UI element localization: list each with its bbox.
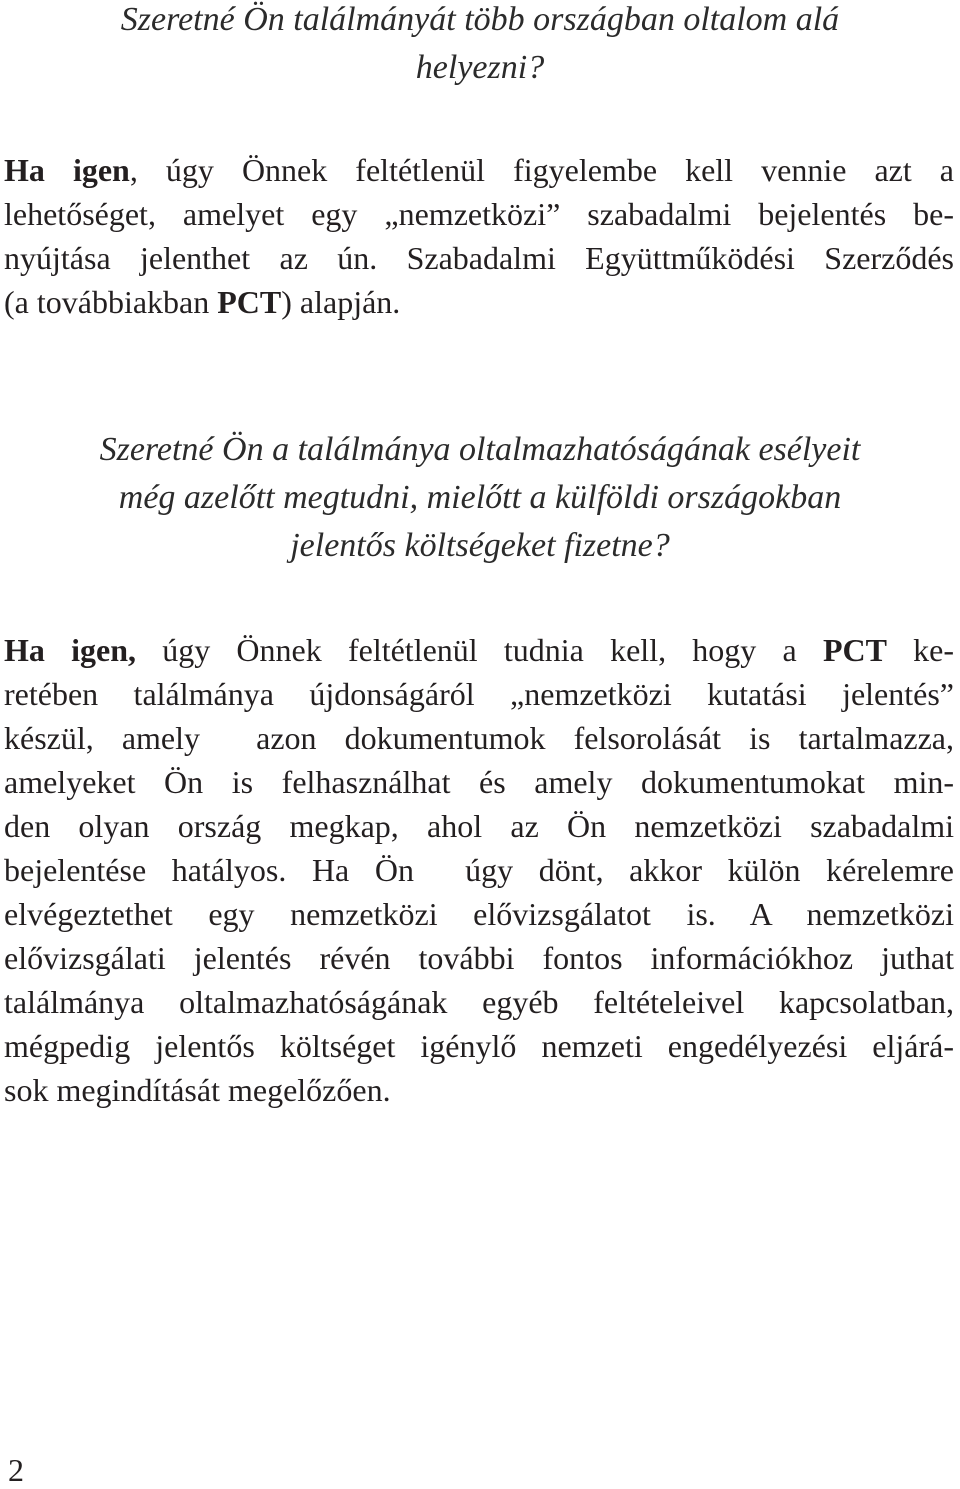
text-line <box>0 804 960 848</box>
text-segment: (a továbbiakban <box>4 284 218 320</box>
heading-line: jelentős költségeket fizetne? <box>290 527 670 564</box>
text-segment: den olyan ország megkap, ahol az Ön nemzetközi szabadalmi <box>4 808 954 844</box>
text-segment: bejelentése hatályos. Ha Ön úgy dönt, akkor külön kérelemre <box>4 852 954 888</box>
text-line <box>0 148 960 192</box>
bold-text: PCT <box>822 632 887 668</box>
text-line <box>0 936 960 980</box>
text-line <box>0 848 960 892</box>
text-line <box>0 980 960 1024</box>
text-segment: amelyeket Ön is felhasználhat és amely dokumentumokat min- <box>4 764 954 800</box>
heading-line: Szeretné Ön találmányát több országban oltalom alá <box>120 1 840 38</box>
text-segment: készül, amely azon dokumentumok felsorolását is tartalmazza, <box>4 720 954 756</box>
text-segment: ke- <box>886 632 955 668</box>
text-segment: mégpedig jelentős költséget igénylő nemzeti engedélyezési eljárá- <box>4 1028 954 1064</box>
text-line <box>0 628 960 672</box>
heading-2 <box>0 426 960 570</box>
page-number: 2 <box>8 1452 24 1488</box>
paragraph-2 <box>0 628 960 1112</box>
bold-text: PCT <box>217 284 282 320</box>
heading-line: még azelőtt megtudni, mielőtt a külföldi országokban <box>118 479 842 516</box>
heading-line: helyezni? <box>415 49 545 86</box>
text-line <box>0 236 960 280</box>
text-segment: nyújtása jelenthet az ún. Szabadalmi Együttműködési Szerződés <box>4 240 954 276</box>
text-line <box>0 716 960 760</box>
bold-text: Ha igen, <box>4 632 136 668</box>
bold-text: Ha igen <box>4 152 130 188</box>
text-line <box>0 192 960 236</box>
text-line <box>0 760 960 804</box>
text-segment: , úgy Önnek feltétlenül figyelembe kell vennie azt a <box>129 152 955 188</box>
text-segment: lehetőséget, amelyet egy „nemzetközi” szabadalmi bejelentés be- <box>4 196 954 232</box>
text-segment: találmánya oltalmazhatóságának egyéb feltételeivel kapcsolatban, <box>4 984 954 1020</box>
text-segment: sok megindítását megelőzően. <box>4 1072 391 1108</box>
text-line <box>0 280 960 324</box>
heading-line: Szeretné Ön a találmánya oltalmazhatóságának esélyeit <box>99 431 861 468</box>
text-line <box>0 1068 960 1112</box>
text-segment: elővizsgálati jelentés révén további fontos információkhoz juthat <box>4 940 954 976</box>
paragraph-1 <box>0 148 960 324</box>
text-segment: ) alapján. <box>281 284 401 320</box>
text-segment: retében találmánya újdonságáról „nemzetközi kutatási jelentés” <box>4 676 954 712</box>
text-segment: úgy Önnek feltétlenül tudnia kell, hogy a <box>136 632 823 668</box>
text-segment: elvégeztethet egy nemzetközi elővizsgálatot is. A nemzetközi <box>4 896 954 932</box>
text-line <box>0 672 960 716</box>
text-line <box>0 1024 960 1068</box>
heading-1 <box>0 0 960 92</box>
text-line <box>0 892 960 936</box>
